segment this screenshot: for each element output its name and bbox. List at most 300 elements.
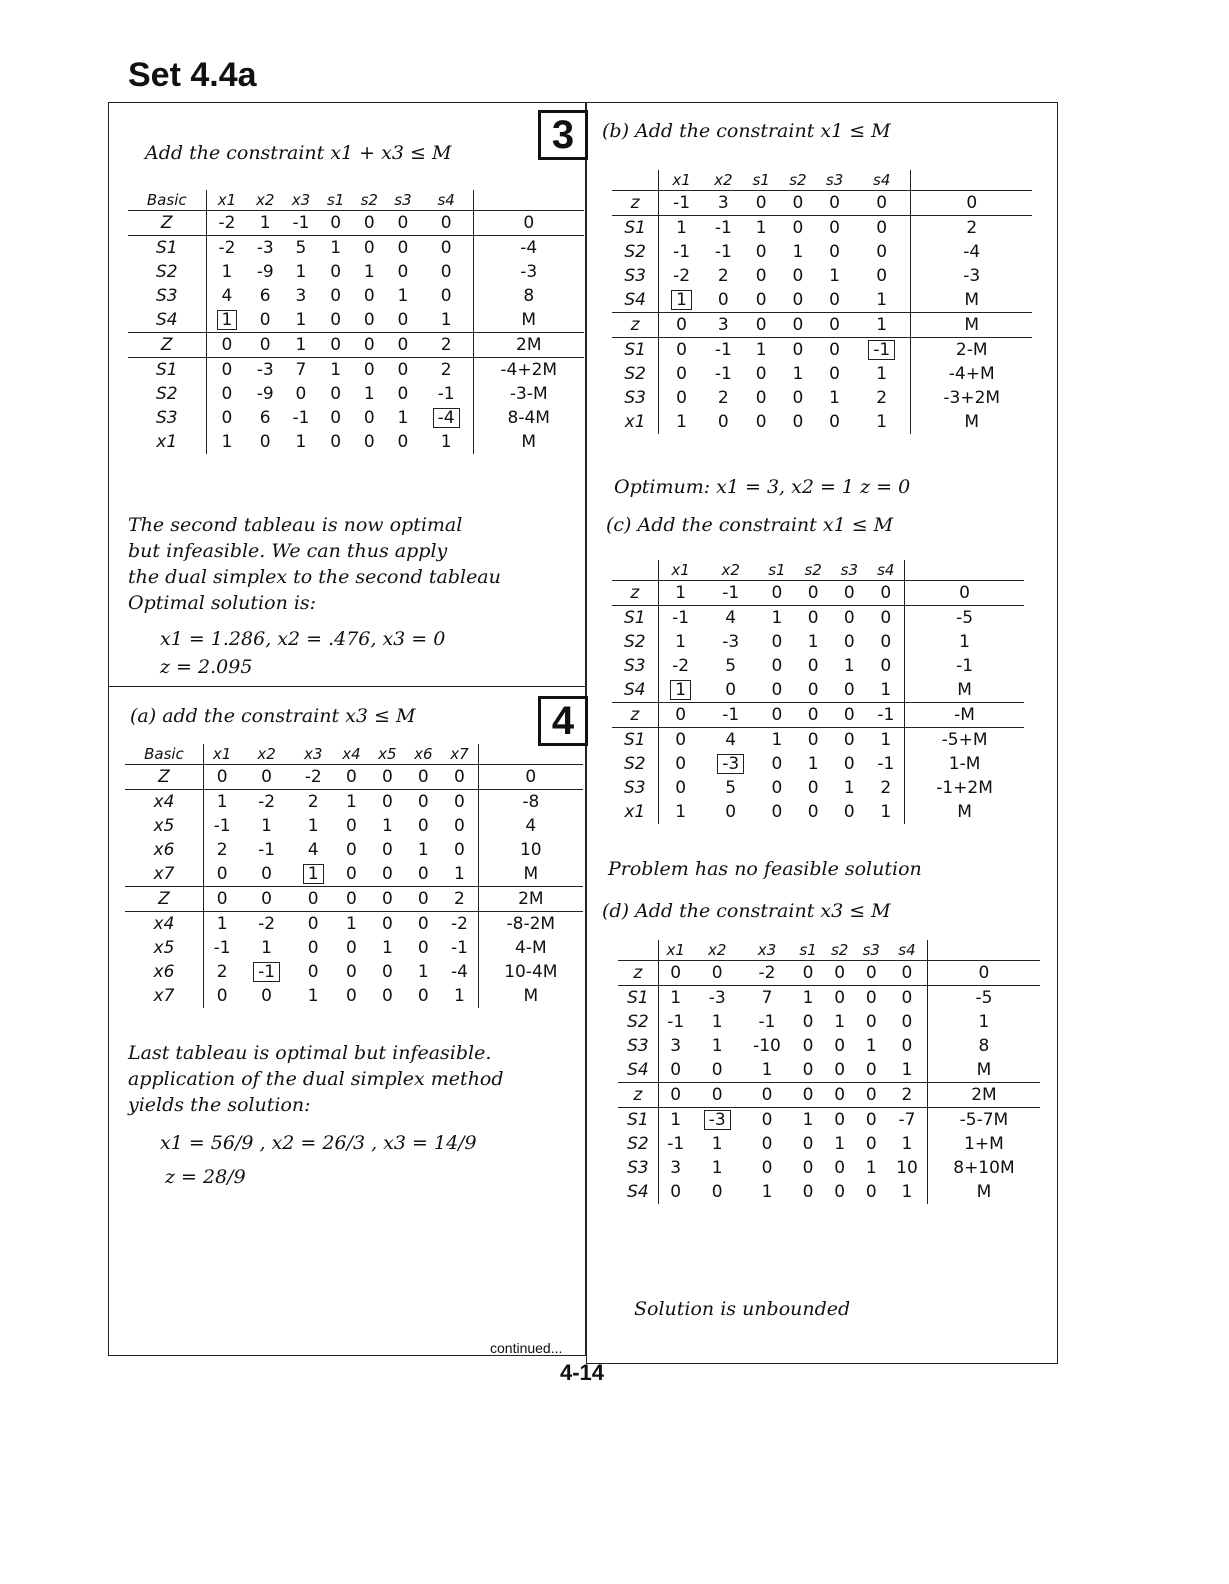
tableau-cell: -5 — [905, 606, 1024, 631]
tableau-cell: 1 — [880, 680, 892, 700]
problem-4d-note: Solution is unbounded — [634, 1298, 851, 1320]
tableau-cell: 0 — [829, 412, 840, 432]
tableau-cell: S2 — [612, 240, 659, 264]
tableau-cell: -1 — [659, 191, 704, 216]
tableau-row — [612, 191, 1032, 216]
tableau-cell: 0 — [440, 286, 452, 306]
tableau-cell: 1 — [397, 408, 409, 428]
tableau-cell: 0 — [693, 961, 742, 986]
tableau-cell: 1 — [417, 962, 429, 982]
note-line: Last tableau is optimal but infeasible. — [128, 1042, 492, 1064]
tableau-cell: S3 — [618, 1034, 658, 1058]
tableau-cell: 1 — [417, 840, 429, 860]
tableau-row — [125, 765, 583, 790]
column-header — [473, 190, 584, 211]
tableau-cell: 0 — [293, 887, 334, 912]
tableau-row — [612, 606, 1024, 631]
tableau-row — [612, 654, 1024, 678]
tableau-cell: 0 — [759, 703, 795, 728]
tableau-cell: S3 — [612, 386, 659, 410]
tableau-cell: S4 — [612, 288, 659, 313]
tableau-cell: -1 — [673, 242, 691, 262]
tableau-cell: -2 — [293, 765, 334, 790]
tableau-row — [618, 1034, 1040, 1058]
tableau-cell: 0 — [221, 384, 233, 404]
tableau-cell: 1 — [755, 340, 767, 360]
tableau-cell: -4 — [450, 962, 468, 982]
tableau-cell: 0 — [675, 730, 687, 750]
tableau-cell: 1 — [363, 262, 375, 282]
tableau-cell: 1 — [771, 730, 783, 750]
tableau-cell: S2 — [618, 1132, 658, 1156]
tableau-cell: 0 — [771, 680, 783, 700]
tableau-cell: 0 — [843, 802, 855, 822]
tableau-cell: 1 — [880, 802, 892, 822]
tableau-cell: 1 — [865, 1036, 877, 1056]
tableau-cell: 1 — [876, 364, 888, 384]
tableau-row — [125, 887, 583, 912]
tableau-cell: 1 — [880, 730, 892, 750]
tableau-cell: 0 — [824, 1083, 856, 1108]
tableau-cell: 0 — [829, 340, 840, 360]
tableau-cell: -4 — [911, 240, 1032, 264]
tableau-cell: 1 — [346, 792, 357, 812]
tableau-cell: 0 — [829, 242, 840, 262]
tableau-cell: x5 — [125, 936, 203, 960]
tableau-cell: Z — [128, 333, 206, 358]
tableau-cell: 1 — [865, 1158, 877, 1178]
tableau-row — [128, 430, 584, 454]
tableau-cell: 8+10M — [927, 1156, 1040, 1180]
column-header: s1 — [759, 560, 795, 581]
problem-4b-heading: (b) Add the constraint x1 ≤ M — [602, 120, 891, 142]
tableau-cell: 0 — [865, 1110, 877, 1130]
tableau-cell: -1 — [667, 1012, 685, 1032]
tableau-row — [612, 362, 1032, 386]
tableau-cell: -1 — [667, 1134, 685, 1154]
tableau-cell: 0 — [417, 986, 429, 1006]
tableau-cell: S1 — [612, 606, 658, 631]
tableau-cell: S3 — [612, 654, 658, 678]
tableau-cell: 0 — [397, 384, 409, 404]
tableau-cell: 1 — [440, 310, 452, 330]
problem-3-tableau — [128, 190, 584, 454]
tableau-cell: 3 — [295, 286, 307, 306]
tableau-cell: 0 — [261, 986, 272, 1006]
tableau-cell: 0 — [802, 1134, 814, 1154]
problem-3-solution-line: x1 = 1.286, x2 = .476, x3 = 0 — [160, 628, 446, 650]
tableau-row — [612, 776, 1024, 800]
tableau-cell: M — [905, 800, 1024, 824]
tableau-cell: 0 — [865, 1012, 877, 1032]
tableau-cell: 0 — [795, 703, 831, 728]
tableau-row — [612, 678, 1024, 703]
tableau-cell: 0 — [843, 608, 855, 628]
tableau-cell: 1 — [675, 632, 687, 652]
tableau-cell: M — [478, 862, 583, 887]
tableau-cell: 0 — [761, 1158, 773, 1178]
tableau-cell: 0 — [203, 765, 240, 790]
tableau-row — [618, 1180, 1040, 1204]
tableau-cell: S4 — [128, 308, 206, 333]
tableau-row — [618, 1083, 1040, 1108]
note-line: The second tableau is now optimal — [128, 514, 463, 536]
tableau-cell: 2M — [478, 887, 583, 912]
tableau-cell: S2 — [612, 752, 658, 776]
column-header: x3 — [742, 940, 793, 961]
tableau-cell: 0 — [386, 211, 420, 236]
tableau-cell: z — [612, 703, 658, 728]
column-header: s1 — [319, 190, 353, 211]
tableau-cell: 0 — [319, 333, 353, 358]
tableau-cell: 0 — [843, 730, 855, 750]
tableau-cell: 1 — [381, 816, 393, 836]
column-header: s4 — [867, 560, 904, 581]
tableau-cell: 0 — [867, 581, 904, 606]
tableau-cell: 1 — [307, 986, 319, 1006]
tableau-cell: z — [612, 581, 658, 606]
tableau-cell: 0 — [802, 1158, 814, 1178]
pivot-element: -1 — [868, 340, 895, 360]
tableau-cell: 1 — [905, 630, 1024, 654]
tableau-cell: 0 — [717, 290, 729, 310]
tableau-cell: -9 — [256, 384, 274, 404]
tableau-cell: 1 — [454, 986, 465, 1006]
tableau-cell: 0 — [927, 961, 1040, 986]
tableau-cell: 0 — [876, 218, 888, 238]
tableau-cell: 0 — [397, 360, 409, 380]
column-header: s3 — [386, 190, 420, 211]
tableau-cell: 0 — [417, 816, 429, 836]
tableau-cell: 0 — [658, 1083, 692, 1108]
tableau-cell: 8-4M — [473, 406, 584, 430]
tableau-cell: -1 — [450, 938, 468, 958]
tableau-cell: M — [911, 288, 1032, 313]
tableau-cell: 0 — [658, 961, 692, 986]
tableau-cell — [703, 752, 759, 776]
tableau-cell: 0 — [755, 388, 767, 408]
tableau-cell: 0 — [834, 1060, 846, 1080]
column-header: s1 — [743, 170, 780, 191]
tableau-cell: 1 — [843, 778, 855, 798]
column-header: x6 — [405, 744, 441, 765]
tableau-cell: 0 — [792, 1083, 824, 1108]
tableau-cell: 0 — [397, 432, 409, 452]
tableau-cell: -8-2M — [478, 912, 583, 937]
tableau-cell: 0 — [843, 754, 855, 774]
tableau-cell: 1 — [711, 1036, 723, 1056]
tableau-row — [612, 216, 1032, 241]
tableau-cell: 0 — [397, 310, 409, 330]
tableau-row — [612, 581, 1024, 606]
tableau-cell: 1 — [346, 914, 357, 934]
tableau-cell: 0 — [405, 887, 441, 912]
problem-3-badge: 3 — [538, 110, 588, 160]
tableau-cell: 1 — [247, 211, 283, 236]
tableau-cell — [658, 678, 702, 703]
tableau-cell: 0 — [363, 408, 375, 428]
tableau-cell: 0 — [240, 887, 293, 912]
problem-3-note — [128, 512, 578, 616]
column-header — [905, 560, 1024, 581]
tableau-cell: 1 — [676, 412, 687, 432]
tableau-cell: 8 — [473, 284, 584, 308]
column-header — [612, 560, 658, 581]
column-header: s2 — [780, 170, 817, 191]
tableau-cell: 0 — [259, 310, 271, 330]
tableau-row — [618, 1058, 1040, 1083]
tableau-cell: M — [478, 984, 583, 1008]
note-line: but infeasible. We can thus apply — [128, 540, 448, 562]
tableau-cell: 0 — [659, 313, 704, 338]
tableau-cell: 1 — [670, 1110, 682, 1130]
tableau-cell: 0 — [676, 388, 687, 408]
tableau-cell: 2 — [911, 216, 1032, 241]
tableau-cell: 1 — [802, 988, 814, 1008]
tableau-cell: 0 — [386, 333, 420, 358]
tableau-cell: 0 — [829, 290, 840, 310]
tableau-cell — [240, 960, 293, 984]
tableau-cell: 0 — [780, 191, 817, 216]
column-header: s2 — [795, 560, 831, 581]
column-header: x3 — [283, 190, 319, 211]
problem-4-badge: 4 — [538, 696, 588, 746]
tableau-cell: 0 — [792, 290, 804, 310]
tableau-cell: 1 — [711, 1134, 723, 1154]
tableau-cell: 0 — [843, 632, 855, 652]
tableau-cell: 3 — [704, 191, 743, 216]
tableau-cell: M — [927, 1058, 1040, 1083]
tableau-cell: 0 — [911, 191, 1032, 216]
tableau-cell: 0 — [834, 1158, 846, 1178]
tableau-cell: 1 — [927, 1010, 1040, 1034]
tableau-cell: -2 — [672, 656, 690, 676]
tableau-cell: x1 — [612, 800, 658, 824]
tableau-cell: 0 — [417, 914, 429, 934]
tableau-cell: 1 — [761, 1182, 773, 1202]
tableau-cell: -1 — [714, 340, 732, 360]
problem-4a-note — [128, 1040, 578, 1118]
tableau-cell: M — [473, 430, 584, 454]
tableau-cell: 0 — [816, 191, 853, 216]
pivot-element: 1 — [303, 864, 324, 884]
tableau-cell: -4+M — [911, 362, 1032, 386]
tableau-cell: 0 — [440, 262, 452, 282]
tableau-row — [612, 703, 1024, 728]
tableau-cell: 1 — [711, 1012, 723, 1032]
tableau-cell: -M — [905, 703, 1024, 728]
tableau-cell: 0 — [795, 581, 831, 606]
tableau-cell: Z — [125, 887, 203, 912]
tableau-cell: 2 — [216, 840, 228, 860]
tableau-cell: 0 — [865, 1134, 877, 1154]
tableau-cell: -1 — [672, 608, 690, 628]
tableau-cell: 4 — [725, 730, 737, 750]
tableau-cell: 1 — [295, 262, 307, 282]
tableau-cell — [293, 862, 334, 887]
note-line: yields the solution: — [128, 1094, 311, 1116]
column-header: x1 — [206, 190, 247, 211]
tableau-cell: 0 — [742, 1083, 793, 1108]
tableau-cell: -7 — [898, 1110, 916, 1130]
tableau-cell: 0 — [802, 1182, 814, 1202]
tableau-cell: 0 — [363, 432, 375, 452]
tableau-cell: -3 — [708, 988, 726, 1008]
tableau-cell: z — [612, 313, 659, 338]
tableau-row — [128, 284, 584, 308]
pivot-element: 1 — [671, 290, 692, 310]
tableau-cell: M — [927, 1180, 1040, 1204]
tableau-cell: 0 — [901, 1036, 913, 1056]
tableau-cell: 0 — [771, 656, 783, 676]
tableau-row — [128, 382, 584, 406]
tableau-cell: -1 — [714, 218, 732, 238]
tableau-cell: 1 — [440, 432, 452, 452]
tableau-cell: -2 — [450, 914, 468, 934]
tableau-cell: 0 — [307, 938, 319, 958]
tableau-cell: 0 — [675, 778, 687, 798]
tableau-cell: 0 — [676, 340, 687, 360]
tableau-cell: 0 — [792, 266, 804, 286]
tableau-cell: 0 — [397, 262, 409, 282]
tableau-cell: 2 — [420, 333, 473, 358]
tableau-row — [618, 986, 1040, 1011]
tableau-cell: 0 — [855, 1083, 887, 1108]
tableau-cell: S4 — [618, 1058, 658, 1083]
tableau-cell: 0 — [807, 730, 819, 750]
tableau-cell: S2 — [128, 260, 206, 284]
tableau-cell: 0 — [780, 313, 817, 338]
column-header: x7 — [441, 744, 478, 765]
tableau-cell: -1 — [877, 754, 895, 774]
tableau-cell: Z — [125, 765, 203, 790]
tableau-row — [612, 752, 1024, 776]
tableau-cell: S1 — [618, 986, 658, 1011]
tableau-cell: 0 — [352, 333, 386, 358]
column-header — [927, 940, 1040, 961]
tableau-cell: S4 — [612, 678, 658, 703]
tableau-cell: 0 — [670, 1182, 682, 1202]
tableau-cell: 0 — [876, 242, 888, 262]
tableau-row — [128, 358, 584, 383]
tableau-cell: x1 — [612, 410, 659, 434]
tableau-cell: -3 — [473, 260, 584, 284]
tableau-cell: 0 — [711, 1182, 723, 1202]
column-header: s4 — [853, 170, 911, 191]
tableau-cell: -3 — [911, 264, 1032, 288]
tableau-cell: -3 — [256, 360, 274, 380]
tableau-cell: 0 — [807, 656, 819, 676]
tableau-cell: 1 — [363, 384, 375, 404]
tableau-cell: 1 — [397, 286, 409, 306]
column-header — [911, 170, 1032, 191]
tableau-cell: 0 — [346, 986, 357, 1006]
problem-4d-heading: (d) Add the constraint x3 ≤ M — [602, 900, 891, 922]
tableau-cell: 0 — [901, 1012, 913, 1032]
tableau-cell: 2 — [307, 792, 319, 812]
column-header: s4 — [887, 940, 927, 961]
tableau-cell: 1 — [295, 432, 307, 452]
tableau-cell: -1 — [714, 364, 732, 384]
tableau-cell: S3 — [612, 264, 659, 288]
tableau-cell: 0 — [676, 364, 687, 384]
pivot-element: -3 — [704, 1110, 731, 1130]
tableau-cell: 1 — [330, 238, 342, 258]
pivot-element: -4 — [433, 408, 460, 428]
tableau-cell: -2 — [258, 792, 276, 812]
tableau-row — [125, 984, 583, 1008]
tableau-cell: 1 — [843, 656, 855, 676]
tableau-cell: 2 — [880, 778, 892, 798]
tableau-cell: 0 — [901, 988, 913, 1008]
tableau-cell: 1 — [283, 333, 319, 358]
column-header: s4 — [420, 190, 473, 211]
tableau-cell: -3+2M — [911, 386, 1032, 410]
tableau-cell: z — [618, 961, 658, 986]
tableau-cell: M — [473, 308, 584, 333]
tableau-cell: 0 — [755, 290, 767, 310]
tableau-cell: 1 — [755, 218, 767, 238]
column-header: x2 — [247, 190, 283, 211]
tableau-cell: 1 — [761, 1060, 773, 1080]
tableau-cell: -3-M — [473, 382, 584, 406]
tableau-cell: 0 — [792, 961, 824, 986]
tableau-cell: 0 — [417, 938, 429, 958]
tableau-cell: S3 — [612, 776, 658, 800]
tableau-row — [612, 288, 1032, 313]
tableau-cell: 0 — [755, 266, 767, 286]
tableau-cell: 0 — [771, 802, 783, 822]
tableau-cell: 0 — [792, 388, 804, 408]
tableau-cell: 0 — [454, 840, 465, 860]
tableau-cell: 2M — [473, 333, 584, 358]
tableau-cell: S1 — [612, 338, 659, 363]
column-header: x4 — [333, 744, 369, 765]
tableau-cell: 0 — [658, 703, 702, 728]
tableau-cell: -1 — [213, 816, 231, 836]
tableau-cell: 0 — [261, 864, 272, 884]
tableau-cell: 0 — [330, 384, 342, 404]
tableau-cell: 1 — [807, 632, 819, 652]
problem-4c-tableau — [612, 560, 1024, 824]
tableau-row — [128, 308, 584, 333]
tableau-cell: 0 — [865, 988, 877, 1008]
column-header — [478, 744, 583, 765]
tableau-row — [125, 912, 583, 937]
note-line: Optimal solution is: — [128, 592, 317, 614]
tableau-cell: 0 — [333, 887, 369, 912]
tableau-cell: -1 — [867, 703, 904, 728]
tableau-cell: x6 — [125, 838, 203, 862]
tableau-cell: 1 — [454, 864, 465, 884]
tableau-cell: -1 — [714, 242, 732, 262]
problem-3-heading: Add the constraint x1 + x3 ≤ M — [145, 142, 452, 164]
tableau-cell: 0 — [865, 1060, 877, 1080]
tableau-cell: 1+M — [927, 1132, 1040, 1156]
tableau-cell: 6 — [259, 408, 271, 428]
tableau-cell: -1 — [283, 211, 319, 236]
tableau-cell: 0 — [397, 238, 409, 258]
tableau-cell: 2M — [927, 1083, 1040, 1108]
tableau-row — [125, 960, 583, 984]
tableau-cell: M — [911, 313, 1032, 338]
tableau-cell: 1 — [658, 581, 702, 606]
tableau-cell: 0 — [420, 211, 473, 236]
tableau-cell: Z — [128, 211, 206, 236]
continued-label: continued... — [490, 1340, 563, 1356]
tableau-cell: 0 — [816, 313, 853, 338]
tableau-cell: 0 — [792, 218, 804, 238]
